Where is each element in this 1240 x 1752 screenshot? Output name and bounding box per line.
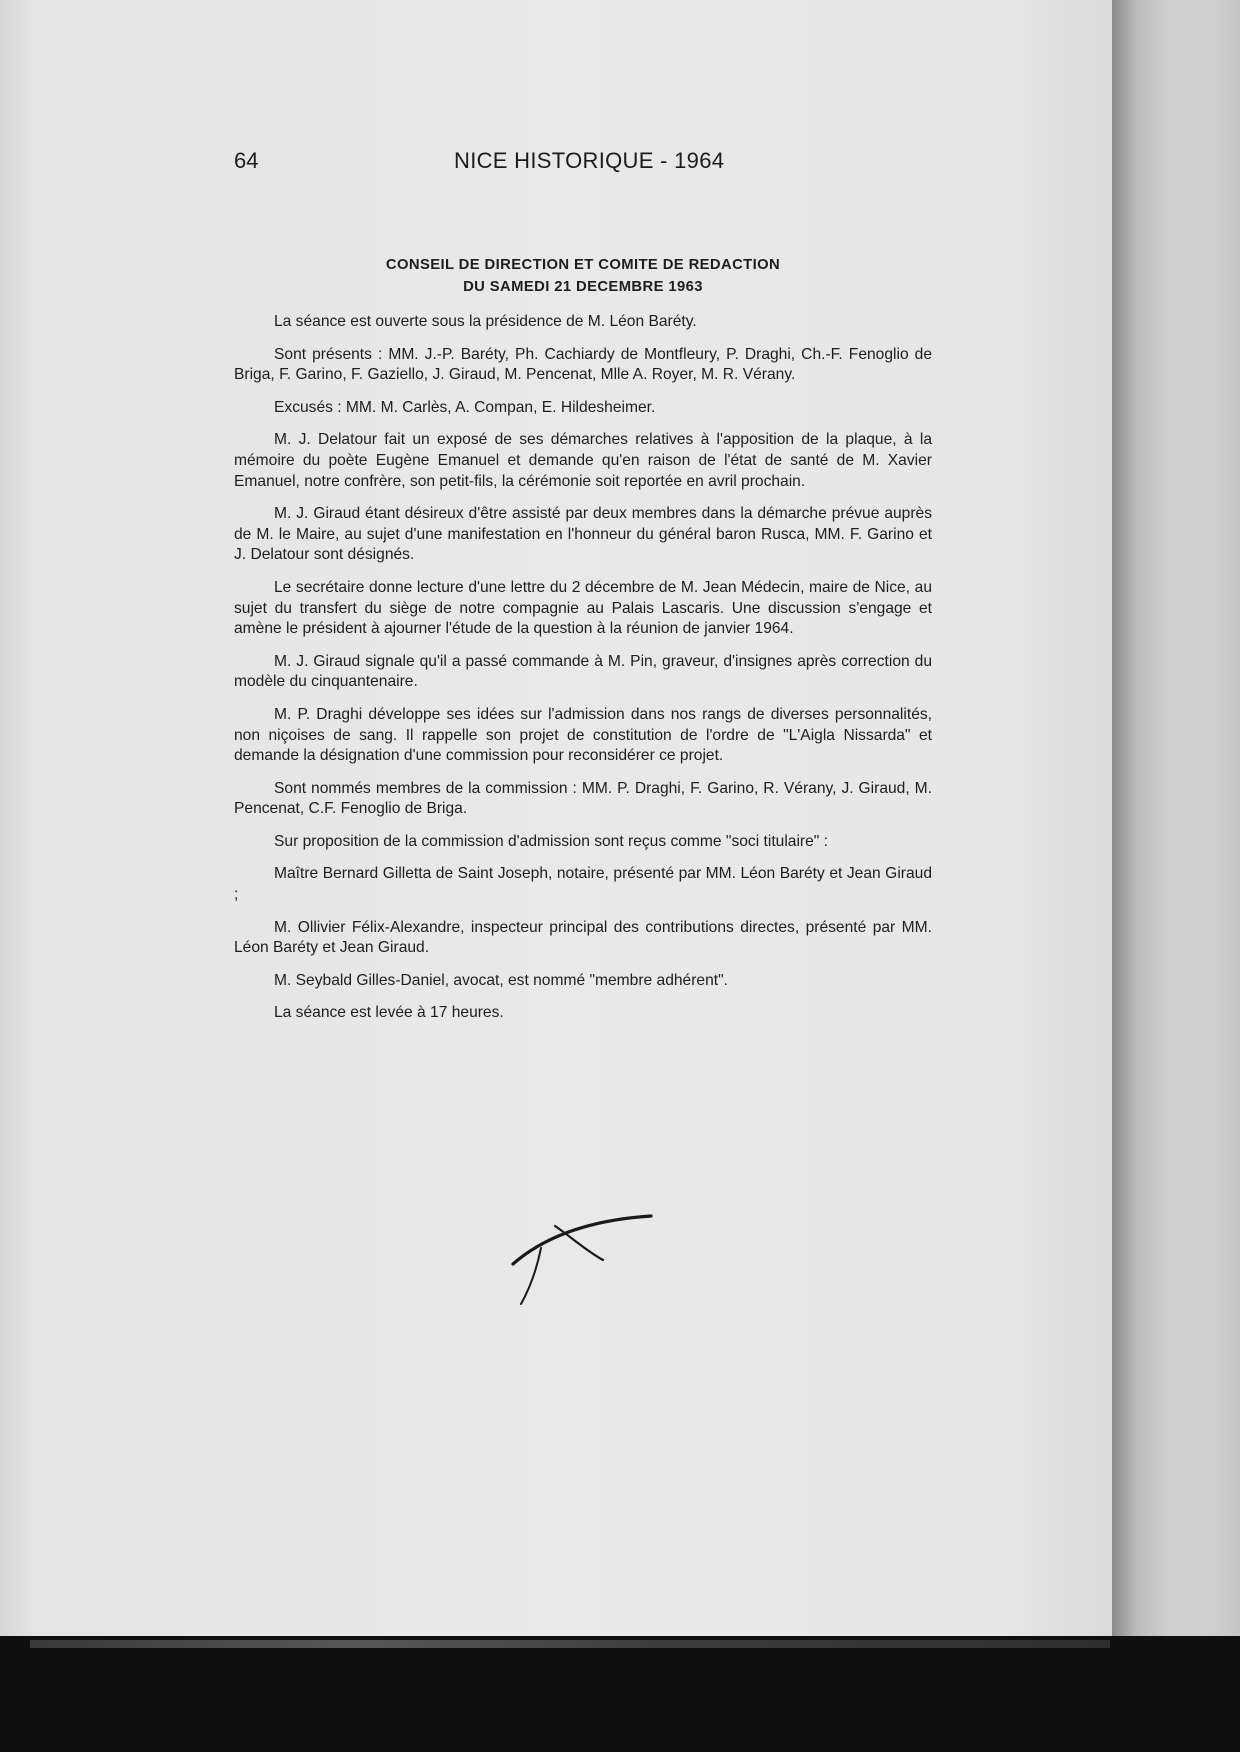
paragraph-admission: Sur proposition de la commission d'admission sont reçus comme "soci titulaire" : <box>274 832 828 850</box>
article-body <box>234 254 932 1036</box>
page-header <box>234 148 934 188</box>
paragraph-insignes: M. J. Giraud signale qu'il a passé commande à M. Pin, graveur, d'insignes après correction du modèle du cinquantenaire. <box>234 652 932 691</box>
paragraph-opening: La séance est ouverte sous la présidence de M. Léon Baréty. <box>274 313 697 330</box>
paragraph-giraud-rusca: M. J. Giraud étant désireux d'être assisté par deux membres dans la démarche prévue auprès de M. le Maire, au sujet d'une manifestation en l'honneur du général baron Rusca, MM. F. Garino et J. Delatour sont désignés. <box>234 505 932 564</box>
paragraph-attendees: Sont présents : MM. J.-P. Baréty, Ph. Cachiardy de Montfleury, P. Draghi, Ch.-F. Fenoglio de Briga, F. Garino, F. Gaziello, J. Giraud, M. Pencenat, Mlle A. Royer, M. R. Vérany. <box>234 345 932 384</box>
page-number: 64 <box>234 148 259 173</box>
paragraph-letter-medecin: Le secrétaire donne lecture d'une lettre du 2 décembre de M. Jean Médecin, maire de Nice, au sujet du transfert du siège de notre compagnie au Palais Lascaris. Une discussion s'engage et amène le président à ajourner l'étude de la question à la réunion de janvier 1964. <box>234 578 932 638</box>
scan-bottom-border <box>0 1636 1240 1752</box>
signature-stroke-icon <box>505 1208 655 1308</box>
paragraph-delatour: M. J. Delatour fait un exposé de ses démarches relatives à l'apposition de la plaque, à la mémoire du poète Eugène Emanuel et demande qu'en raison de l'état de santé de M. Xavier Emanuel, notre confrère, son petit-fils, la cérémonie soit reportée en avril prochain. <box>234 431 932 490</box>
meeting-title <box>234 254 932 298</box>
paragraph-draghi: M. P. Draghi développe ses idées sur l'admission dans nos rangs de diverses personnalités, non niçoises de sang. Il rappelle son projet de constitution de l'ordre de "L'Aigla Nissarda" et demande la désignation d'une commission pour reconsidérer ce projet. <box>234 705 932 765</box>
scan-bottom-streak <box>30 1640 1110 1648</box>
paragraph-commission: Sont nommés membres de la commission : MM. P. Draghi, F. Garino, R. Vérany, J. Giraud, M. Pencenat, C.F. Fenoglio de Briga. <box>234 779 932 818</box>
meeting-title-line-2: DU SAMEDI 21 DECEMBRE 1963 <box>463 279 703 295</box>
meeting-title-line-1: CONSEIL DE DIRECTION ET COMITE DE REDACTION <box>385 257 781 273</box>
paragraph-gilletta: Maître Bernard Gilletta de Saint Joseph, notaire, présenté par MM. Léon Baréty et Jean Giraud ; <box>234 865 932 904</box>
scan-right-edge <box>1112 0 1240 1636</box>
paragraph-ollivier: M. Ollivier Félix-Alexandre, inspecteur principal des contributions directes, présenté par MM. Léon Baréty et Jean Giraud. <box>234 918 932 957</box>
paragraph-seybald: M. Seybald Gilles-Daniel, avocat, est nommé "membre adhérent". <box>274 971 728 989</box>
running-head: NICE HISTORIQUE - 1964 <box>454 148 725 173</box>
paragraph-closing: La séance est levée à 17 heures. <box>274 1004 504 1022</box>
paragraph-excused: Excusés : MM. M. Carlès, A. Compan, E. Hildesheimer. <box>274 398 656 416</box>
